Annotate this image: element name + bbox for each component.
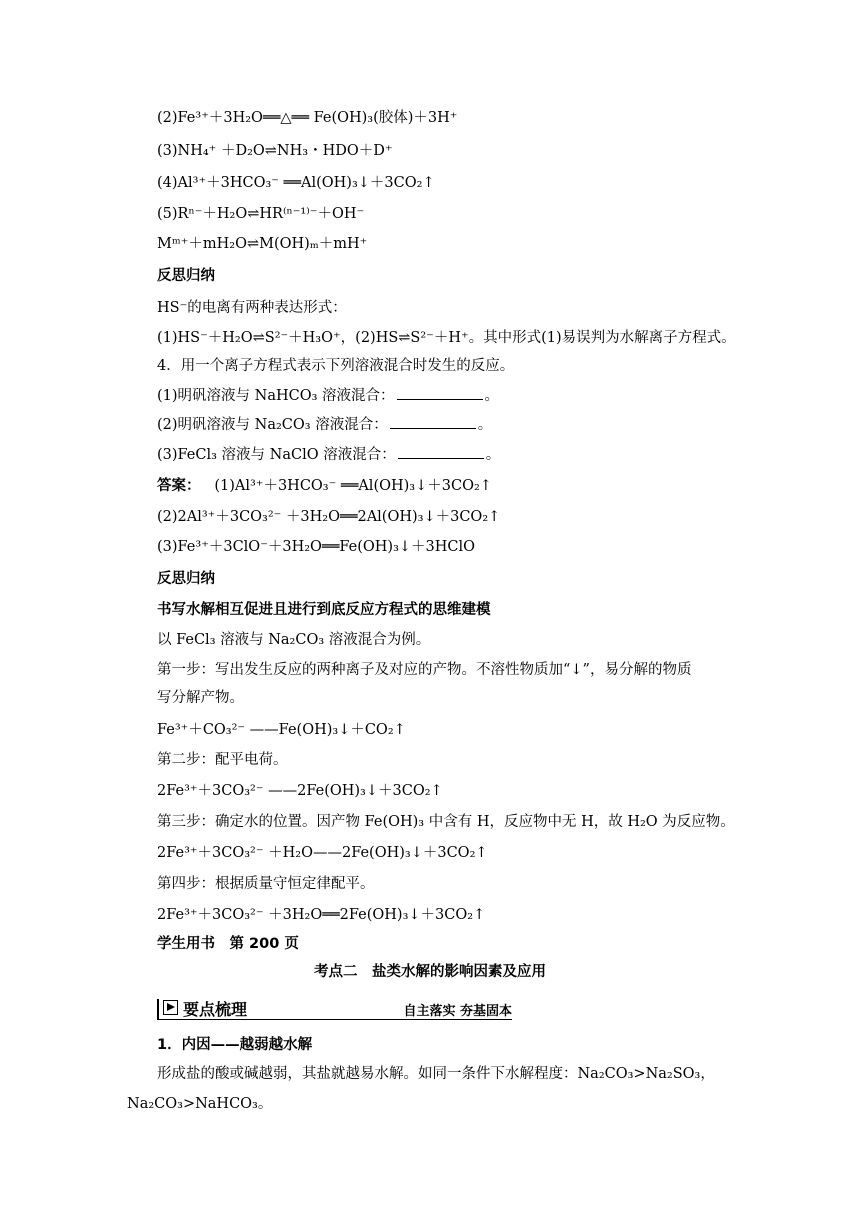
answer-blank [398, 444, 484, 459]
step-4-text: 第四步：根据质量守恒定律配平。 [157, 876, 375, 892]
point-1-heading: 1．内因——越弱越水解 [157, 1037, 313, 1053]
step-3-text: 第三步：确定水的位置。因产物 Fe(OH)₃ 中含有 H，反应物中无 H，故 H₂O 为反应物。 [157, 814, 735, 830]
step-2-text: 第二步：配平电荷。 [157, 752, 288, 768]
answer-line-2: (2)2Al³⁺＋3CO₃²⁻ ＋3H₂O══2Al(OH)₃↓＋3CO₂↑ [157, 509, 501, 525]
header-subtitle: 自主落实 夯基固本 [403, 1004, 512, 1019]
reflect-text-1: HS⁻的电离有两种表达形式： [157, 300, 347, 316]
question-4-item-1: (1)明矾溶液与 NaHCO₃ 溶液混合： 。 [157, 385, 499, 406]
equation-5b: Mᵐ⁺＋mH₂O⇌M(OH)ₘ＋mH⁺ [157, 236, 368, 252]
question-4-item-3: (3)FeCl₃ 溶液与 NaClO 溶液混合： 。 [157, 444, 500, 465]
reflect-text-2: (1)HS⁻＋H₂O⇌S²⁻＋H₃O⁺，(2)HS⇌S²⁻＋H⁺。其中形式(1)易误判为水解离子方程式。 [157, 330, 736, 346]
answer-blank [390, 414, 476, 429]
equation-2: (2)Fe³⁺＋3H₂O══△══ Fe(OH)₃(胶体)＋3H⁺ [157, 110, 458, 126]
divider [157, 999, 159, 1019]
reflect-subheading: 书写水解相互促进且进行到底反应方程式的思维建模 [157, 602, 491, 618]
section-title: 考点二 盐类水解的影响因素及应用 [314, 964, 546, 980]
reflect-heading-1: 反思归纳 [157, 268, 215, 284]
step-1-line-1: 第一步：写出发生反应的两种离子及对应的产物。不溶性物质加“↓”，易分解的物质 [157, 662, 692, 678]
step-3-equation: 2Fe³⁺＋3CO₃²⁻ ＋H₂O——2Fe(OH)₃↓＋3CO₂↑ [157, 845, 488, 861]
question-4-item-2: (2)明矾溶液与 Na₂CO₃ 溶液混合： 。 [157, 414, 492, 435]
answer-blank [397, 385, 483, 400]
answer-line-3: (3)Fe³⁺＋3ClO⁻＋3H₂O══Fe(OH)₃↓＋3HClO [157, 539, 476, 555]
header-title: 要点梳理 [183, 1000, 248, 1019]
reflect-intro: 以 FeCl₃ 溶液与 Na₂CO₃ 溶液混合为例。 [157, 632, 431, 648]
question-4-stem: 4．用一个离子方程式表示下列溶液混合时发生的反应。 [157, 358, 515, 374]
reflect-heading-2: 反思归纳 [157, 571, 215, 587]
step-4-equation: 2Fe³⁺＋3CO₃²⁻ ＋3H₂O══2Fe(OH)₃↓＋3CO₂↑ [157, 907, 486, 923]
section-header-bar [157, 997, 512, 1020]
equation-4: (4)Al³⁺＋3HCO₃⁻ ══Al(OH)₃↓＋3CO₂↑ [157, 175, 435, 191]
answer-line-1: 答案： (1)Al³⁺＋3HCO₃⁻ ══Al(OH)₃↓＋3CO₂↑ [157, 478, 492, 494]
point-1-body-2: Na₂CO₃>NaHCO₃。 [127, 1096, 273, 1112]
point-1-body-1: 形成盐的酸或碱越弱，其盐就越易水解。如同一条件下水解程度：Na₂CO₃>Na₂SO₃， [157, 1066, 715, 1082]
answer-label: 答案： [157, 478, 201, 494]
page-reference: 学生用书 第 200 页 [157, 936, 299, 952]
step-1-equation: Fe³⁺＋CO₃²⁻ ——Fe(OH)₃↓＋CO₂↑ [157, 722, 406, 738]
equation-5: (5)Rⁿ⁻＋H₂O⇌HR⁽ⁿ⁻¹⁾⁻＋OH⁻ [157, 206, 365, 222]
step-2-equation: 2Fe³⁺＋3CO₃²⁻ ——2Fe(OH)₃↓＋3CO₂↑ [157, 783, 443, 799]
play-triangle-icon [163, 1000, 178, 1015]
step-1-line-2: 写分解产物。 [157, 690, 244, 706]
equation-3: (3)NH₄⁺ ＋D₂O⇌NH₃・HDO＋D⁺ [157, 143, 393, 159]
